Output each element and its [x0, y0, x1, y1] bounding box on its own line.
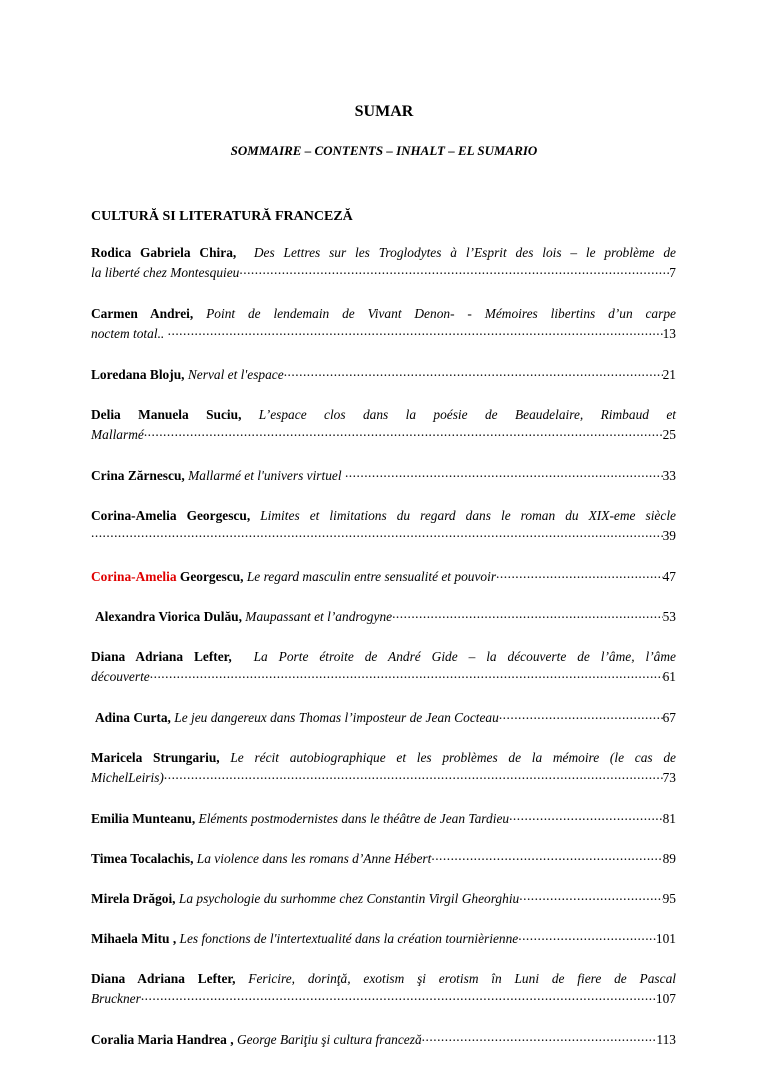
dot-leader: [239, 263, 669, 277]
entry-title: Limites et limitations du regard dans le roman du XIX-eme siècle: [260, 508, 676, 523]
entry-author: Diana Adriana Lefter,: [91, 971, 236, 986]
entry-author: Emilia Munteanu,: [91, 811, 196, 826]
entry-title: Nerval et l'espace: [187, 367, 284, 382]
entry-page: 67: [662, 710, 676, 725]
entry-page: 73: [662, 770, 676, 785]
toc-entry[interactable]: [91, 849, 676, 869]
entry-title-cont: Bruckner: [91, 991, 141, 1006]
toc-entry[interactable]: [91, 304, 676, 344]
dot-leader: [431, 849, 662, 863]
entry-title: Des Lettres sur les Troglodytes à l’Esprit des lois – le problème de: [253, 245, 676, 260]
entry-author: Delia Manuela Suciu,: [91, 407, 242, 422]
entry-title: La psychologie du surhomme chez Constantin Virgil Gheorghiu: [178, 891, 520, 906]
entry-page: 33: [662, 468, 676, 483]
toc-entry[interactable]: [91, 506, 676, 546]
entry-title-cont: Mallarmé: [91, 427, 144, 442]
entry-page: 113: [656, 1032, 676, 1047]
toc-entry[interactable]: [91, 889, 676, 909]
entry-author: Alexandra Viorica Dulău,: [95, 609, 242, 624]
toc-entry[interactable]: [91, 405, 676, 445]
entry-author: Coralia Maria Handrea ,: [91, 1032, 234, 1047]
entry-page: 13: [662, 326, 676, 341]
entry-page: 101: [655, 931, 676, 946]
entry-author: Rodica Gabriela Chira,: [91, 245, 237, 260]
toc-entry[interactable]: [91, 969, 676, 1009]
dot-leader: [392, 607, 663, 621]
entry-title: Mallarmé et l'univers virtuel: [188, 468, 342, 483]
entry-author: Maricela Strungariu,: [91, 750, 220, 765]
dot-leader: [141, 989, 656, 1003]
toc-entry[interactable]: [91, 929, 676, 949]
entry-author: Crina Zărnescu,: [91, 468, 185, 483]
dot-leader: [518, 929, 656, 943]
entry-author: Adina Curta,: [95, 710, 171, 725]
toc-entry[interactable]: [91, 748, 676, 788]
entry-title: La violence dans les romans d’Anne Hébert: [196, 851, 432, 866]
entry-title: George Bariţiu şi cultura franceză: [236, 1032, 422, 1047]
entry-title: Les fonctions de l'intertextualité dans la création tournièrienne: [179, 931, 519, 946]
toc-entry[interactable]: [91, 607, 676, 627]
entry-title: La Porte étroite de André Gide – la découverte de l’âme, l’âme: [253, 649, 676, 664]
dot-leader: [164, 768, 663, 782]
entry-page: 89: [662, 851, 676, 866]
page-title: SUMAR: [354, 103, 414, 120]
entry-page: 7: [669, 265, 676, 280]
entry-title: Fericire, dorinţă, exotism şi erotism în Luni de fiere de Pascal: [248, 971, 676, 986]
dot-leader: [496, 567, 663, 581]
entry-author: Mirela Drăgoi,: [91, 891, 176, 906]
toc-entry[interactable]: [91, 1030, 676, 1050]
entry-page: 25: [662, 427, 676, 442]
dot-leader: [91, 526, 663, 540]
entry-author: Timea Tocalachis,: [91, 851, 194, 866]
entry-title-cont: découverte: [91, 669, 150, 684]
dot-leader: [168, 324, 663, 338]
entry-author: Georgescu,: [179, 569, 244, 584]
dot-leader: [422, 1030, 657, 1044]
entry-page: 53: [662, 609, 676, 624]
section-heading: CULTURĂ SI LITERATURĂ FRANCEZĂ: [91, 209, 353, 224]
entry-page: 39: [662, 528, 676, 543]
entry-author: Mihaela Mitu ,: [91, 931, 177, 946]
entry-author: Carmen Andrei,: [91, 306, 194, 321]
dot-leader: [284, 365, 663, 379]
toc-entry[interactable]: [91, 809, 676, 829]
entry-author: Diana Adriana Lefter,: [91, 649, 232, 664]
entry-page: 81: [662, 811, 676, 826]
toc-entry[interactable]: [91, 466, 676, 486]
entry-author: Loredana Bloju,: [91, 367, 185, 382]
entry-title: Le récit autobiographique et les problèmes de la mémoire (le cas de: [230, 750, 676, 765]
page-subtitle: SOMMAIRE – CONTENTS – INHALT – EL SUMARIO: [230, 143, 538, 158]
entry-title: L’espace clos dans la poésie de Beaudelaire, Rimbaud et: [258, 407, 676, 422]
entry-page: 95: [662, 891, 676, 906]
entry-title: Le regard masculin entre sensualité et pouvoir: [246, 569, 497, 584]
entry-title: Eléments postmodernistes dans le théâtre de Jean Tardieu: [198, 811, 510, 826]
toc-list: [91, 243, 676, 1070]
entry-page: 47: [662, 569, 676, 584]
dot-leader: [144, 425, 663, 439]
entry-author: Corina-Amelia Georgescu,: [91, 508, 251, 523]
toc-entry[interactable]: [91, 365, 676, 385]
entry-title: Maupassant et l’androgyne: [245, 609, 393, 624]
entry-title-cont: la liberté chez Montesquieu: [91, 265, 240, 280]
dot-leader: [345, 466, 663, 480]
dot-leader: [499, 708, 663, 722]
toc-entry[interactable]: [91, 243, 676, 283]
dot-leader: [509, 809, 663, 823]
entry-title: Le jeu dangereux dans Thomas l’imposteur de Jean Cocteau: [174, 710, 499, 725]
entry-title: Point de lendemain de Vivant Denon- - Mémoires libertins d’un carpe: [206, 306, 676, 321]
entry-page: 61: [662, 669, 676, 684]
entry-author-highlight: Corina-Amelia: [91, 569, 177, 584]
entry-page: 21: [662, 367, 676, 382]
dot-leader: [150, 667, 663, 681]
entry-page: 107: [655, 991, 676, 1006]
toc-entry[interactable]: [91, 567, 676, 587]
toc-entry[interactable]: [91, 647, 676, 687]
dot-leader: [519, 889, 662, 903]
toc-entry[interactable]: [91, 708, 676, 728]
entry-title-cont: MichelLeiris): [91, 770, 164, 785]
entry-title-cont: noctem total..: [91, 326, 165, 341]
